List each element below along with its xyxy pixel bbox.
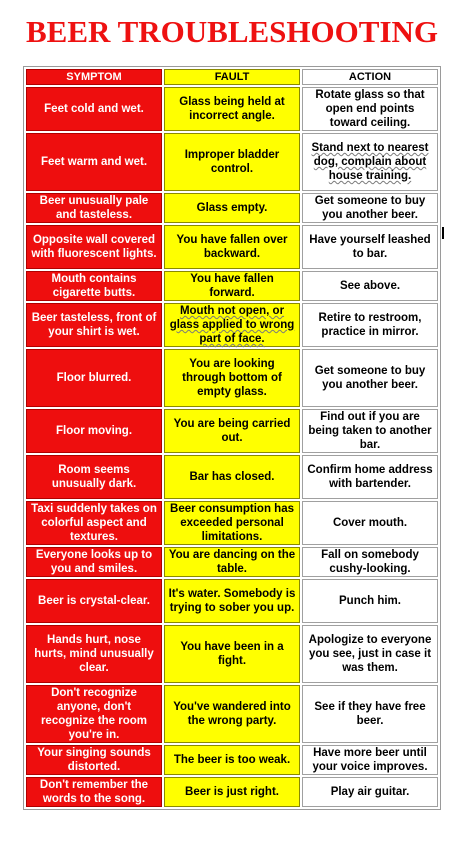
symptom-cell: Beer tasteless, front of your shirt is wet.	[26, 303, 162, 347]
troubleshooting-table	[23, 66, 441, 810]
action-cell: Punch him.	[302, 579, 438, 623]
action-cell: Cover mouth.	[302, 501, 438, 545]
symptom-cell: Room seems unusually dark.	[26, 455, 162, 499]
table-row	[26, 409, 438, 453]
fault-cell: Improper bladder control.	[164, 133, 300, 191]
symptom-cell: Opposite wall covered with fluorescent lights.	[26, 225, 162, 269]
symptom-cell: Hands hurt, nose hurts, mind unusually clear.	[26, 625, 162, 683]
fault-cell: Beer is just right.	[164, 777, 300, 807]
action-cell: Get someone to buy you another beer.	[302, 349, 438, 407]
action-cell: Rotate glass so that open end points toward ceiling.	[302, 87, 438, 131]
action-cell: Confirm home address with bartender.	[302, 455, 438, 499]
symptom-cell: Beer is crystal-clear.	[26, 579, 162, 623]
text-cursor-mark	[442, 227, 444, 239]
symptom-cell: Feet warm and wet.	[26, 133, 162, 191]
header-fault: FAULT	[164, 69, 300, 85]
table-row	[26, 579, 438, 623]
fault-cell: You've wandered into the wrong party.	[164, 685, 300, 743]
symptom-cell: Don't remember the words to the song.	[26, 777, 162, 807]
table-header-row	[26, 69, 438, 85]
table-row	[26, 225, 438, 269]
symptom-cell: Floor blurred.	[26, 349, 162, 407]
symptom-cell: Everyone looks up to you and smiles.	[26, 547, 162, 577]
action-cell: Apologize to everyone you see, just in case it was them.	[302, 625, 438, 683]
fault-cell: The beer is too weak.	[164, 745, 300, 775]
fault-cell: Beer consumption has exceeded personal limitations.	[164, 501, 300, 545]
table-row	[26, 685, 438, 743]
fault-text: Mouth not open, or glass applied to wrong part of face.	[169, 305, 295, 345]
action-cell: Have more beer until your voice improves.	[302, 745, 438, 775]
symptom-cell: Mouth contains cigarette butts.	[26, 271, 162, 301]
symptom-cell: Your singing sounds distorted.	[26, 745, 162, 775]
fault-cell: You are being carried out.	[164, 409, 300, 453]
table-row	[26, 303, 438, 347]
action-cell: See above.	[302, 271, 438, 301]
fault-cell: Bar has closed.	[164, 455, 300, 499]
symptom-cell: Beer unusually pale and tasteless.	[26, 193, 162, 223]
table-row	[26, 87, 438, 131]
page-title: BEER TROUBLESHOOTING	[25, 14, 439, 49]
table-row	[26, 501, 438, 545]
action-cell: Fall on somebody cushy-looking.	[302, 547, 438, 577]
table-row	[26, 133, 438, 191]
action-cell: See if they have free beer.	[302, 685, 438, 743]
table-row	[26, 745, 438, 775]
symptom-cell: Feet cold and wet.	[26, 87, 162, 131]
fault-cell: Glass being held at incorrect angle.	[164, 87, 300, 131]
action-cell: Get someone to buy you another beer.	[302, 193, 438, 223]
fault-cell: You have been in a fight.	[164, 625, 300, 683]
symptom-cell: Don't recognize anyone, don't recognize the room you're in.	[26, 685, 162, 743]
symptom-cell: Floor moving.	[26, 409, 162, 453]
symptom-cell: Taxi suddenly takes on colorful aspect and textures.	[26, 501, 162, 545]
fault-cell: It's water. Somebody is trying to sober you up.	[164, 579, 300, 623]
fault-cell	[164, 303, 300, 347]
action-cell	[302, 133, 438, 191]
fault-cell: You have fallen over backward.	[164, 225, 300, 269]
header-symptom: SYMPTOM	[26, 69, 162, 85]
action-cell: Find out if you are being taken to another bar.	[302, 409, 438, 453]
table-row	[26, 193, 438, 223]
fault-cell: You are looking through bottom of empty glass.	[164, 349, 300, 407]
table-row	[26, 547, 438, 577]
action-cell: Have yourself leashed to bar.	[302, 225, 438, 269]
action-cell: Retire to restroom, practice in mirror.	[302, 303, 438, 347]
table-row	[26, 271, 438, 301]
action-text: Stand next to nearest dog, complain about house training.	[311, 142, 429, 182]
fault-cell: You are dancing on the table.	[164, 547, 300, 577]
table-row	[26, 455, 438, 499]
fault-cell: You have fallen forward.	[164, 271, 300, 301]
table-row	[26, 777, 438, 807]
action-cell: Play air guitar.	[302, 777, 438, 807]
fault-cell: Glass empty.	[164, 193, 300, 223]
table-row	[26, 349, 438, 407]
table-row	[26, 625, 438, 683]
header-action: ACTION	[302, 69, 438, 85]
